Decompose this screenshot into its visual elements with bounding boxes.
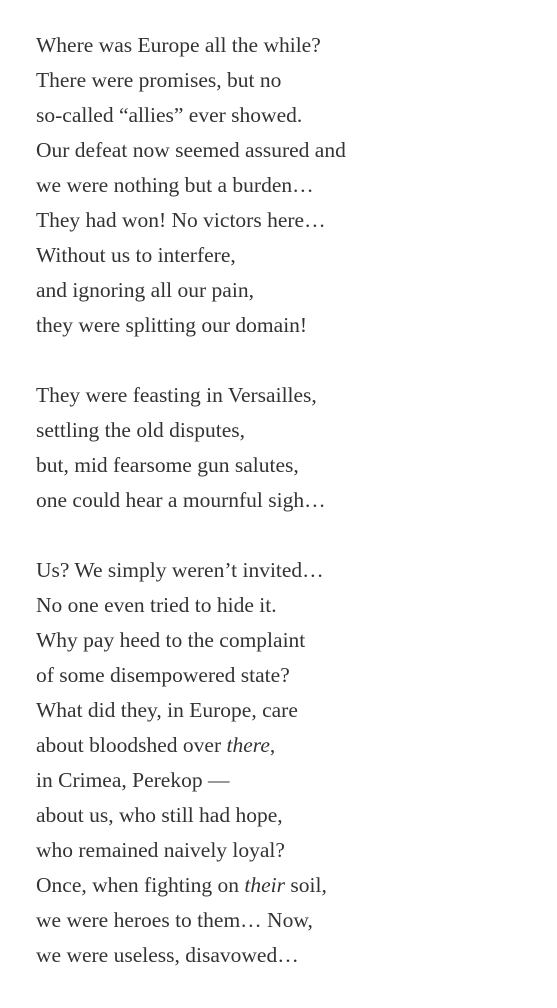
poem-line: we were nothing but a burden…	[36, 173, 314, 197]
poem-line: and ignoring all our pain,	[36, 278, 254, 302]
poem-line: but, mid fearsome gun salutes,	[36, 453, 299, 477]
poem-line: about us, who still had hope,	[36, 803, 283, 827]
poem-line: There were promises, but no	[36, 68, 282, 92]
poem-line: so-called “allies” ever showed.	[36, 103, 303, 127]
poem-line: who remained naively loyal?	[36, 838, 285, 862]
italic-word: there	[226, 733, 270, 757]
poem-line: we were useless, disavowed…	[36, 943, 299, 967]
stanza-2	[36, 378, 546, 518]
poem-line: they were splitting our domain!	[36, 313, 308, 337]
poem-line: Where was Europe all the while?	[36, 33, 321, 57]
stanza-1	[36, 28, 546, 343]
poem-line: Without us to interfere,	[36, 243, 236, 267]
poem-text	[36, 28, 546, 1008]
poem-line: Why pay heed to the complaint	[36, 628, 306, 652]
poem-line: Our defeat now seemed assured and	[36, 138, 346, 162]
poem-line: in Crimea, Perekop —	[36, 768, 230, 792]
poem-line: Us? We simply weren’t invited…	[36, 558, 324, 582]
poem-line: settling the old disputes,	[36, 418, 246, 442]
poem-line: No one even tried to hide it.	[36, 593, 277, 617]
poem-line: What did they, in Europe, care	[36, 698, 298, 722]
line-text: ,	[269, 733, 276, 757]
stanza-3	[36, 553, 546, 973]
line-text: Once, when fighting on	[36, 873, 245, 897]
line-text: about bloodshed over	[36, 733, 227, 757]
poem-line-italic	[36, 868, 546, 903]
poem-line: we were heroes to them… Now,	[36, 908, 313, 932]
poem-line: They had won! No victors here…	[36, 208, 326, 232]
poem-line-italic	[36, 728, 546, 763]
poem-line: of some disempowered state?	[36, 663, 290, 687]
italic-word: their	[244, 873, 285, 897]
line-text: soil,	[285, 873, 327, 897]
poem-line: They were feasting in Versailles,	[36, 383, 317, 407]
poem-line: one could hear a mournful sigh…	[36, 488, 326, 512]
